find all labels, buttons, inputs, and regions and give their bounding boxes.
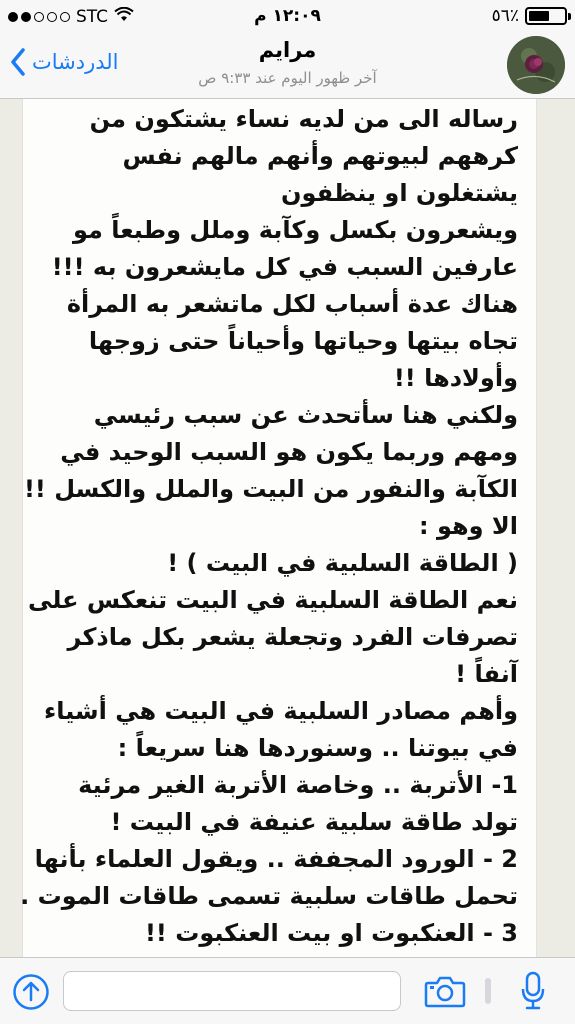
contact-name[interactable]: مرايم: [258, 38, 317, 62]
message-line: كرههم لبيوتهم وأنهم مالهم نفس: [122, 142, 518, 170]
message-line: ولكني هنا سأتحدث عن سبب رئيسي: [93, 401, 518, 429]
battery-icon: [525, 7, 567, 25]
avatar[interactable]: [507, 36, 565, 94]
message-line: ويشعرون بكسل وكآبة وملل وطبعاً مو: [72, 216, 518, 244]
microphone-icon: [520, 996, 546, 1015]
attach-button[interactable]: [12, 973, 50, 1015]
message-line: يشتغلون او ينظفون: [281, 179, 518, 207]
back-label: الدردشات: [32, 50, 119, 74]
message-line: تجاه بيتها وحياتها وأحياناً حتى زوجها: [88, 327, 518, 355]
upload-icon: [12, 996, 50, 1015]
message-line: تولد طاقة سلبية عنيفة في البيت !: [110, 808, 518, 836]
message-line: وأهم مصادر السلبية في البيت هي أشياء: [43, 697, 518, 725]
message-line: الكآبة والنفور من البيت والملل والكسل !!: [23, 475, 518, 503]
message-line: نعم الطاقة السلبية في البيت تنعكس على: [28, 586, 518, 614]
message-line: في بيوتنا .. وسنوردها هنا سريعاً :: [117, 734, 518, 762]
chat-header: [0, 32, 575, 99]
more-handle: [484, 978, 492, 1008]
message-input[interactable]: [63, 971, 401, 1011]
message-line: آنفاً !: [455, 660, 518, 688]
battery-percent: ٥٦٪: [491, 6, 519, 26]
input-bar: [0, 957, 575, 1024]
message-line: هناك عدة أسباب لكل ماتشعر به المرأة: [66, 290, 518, 318]
message-line: وأولادها !!: [393, 364, 518, 392]
message-line: الا وهو :: [418, 512, 518, 540]
status-right: [492, 6, 567, 26]
message-bubble[interactable]: [22, 99, 537, 957]
message-line: عارفين السبب في كل مايشعرون به !!!: [51, 253, 518, 281]
camera-icon: [424, 993, 466, 1012]
message-line: تصرفات الفرد وتجعلة يشعر بكل ماذكر: [67, 623, 518, 651]
microphone-button[interactable]: [520, 971, 546, 1015]
status-bar: [0, 0, 575, 32]
message-line: ومهم وربما يكون هو السبب الوحيد في: [60, 438, 518, 466]
message-line: رساله الى من لديه نساء يشتكون من: [89, 105, 518, 133]
clock: ١٢:٠٩ م: [254, 6, 321, 26]
last-seen: آخر ظهور اليوم عند ٩:٣٣ ص: [198, 69, 377, 87]
chat-area[interactable]: [0, 99, 575, 957]
message-line: تحمل طاقات سلبية تسمى طاقات الموت .: [20, 882, 518, 910]
message-line: 3 - العنكبوت او بيت العنكبوت !!: [144, 919, 518, 947]
carrier-label: STC: [76, 7, 109, 27]
message-line: ( الطاقة السلبية في البيت ) !: [167, 549, 518, 577]
camera-button[interactable]: [424, 974, 466, 1012]
message-line: 1- الأتربة .. وخاصة الأتربة الغير مرئية: [78, 771, 518, 799]
message-line: 2 - الورود المجففة .. ويقول العلماء بأنها: [34, 845, 518, 873]
